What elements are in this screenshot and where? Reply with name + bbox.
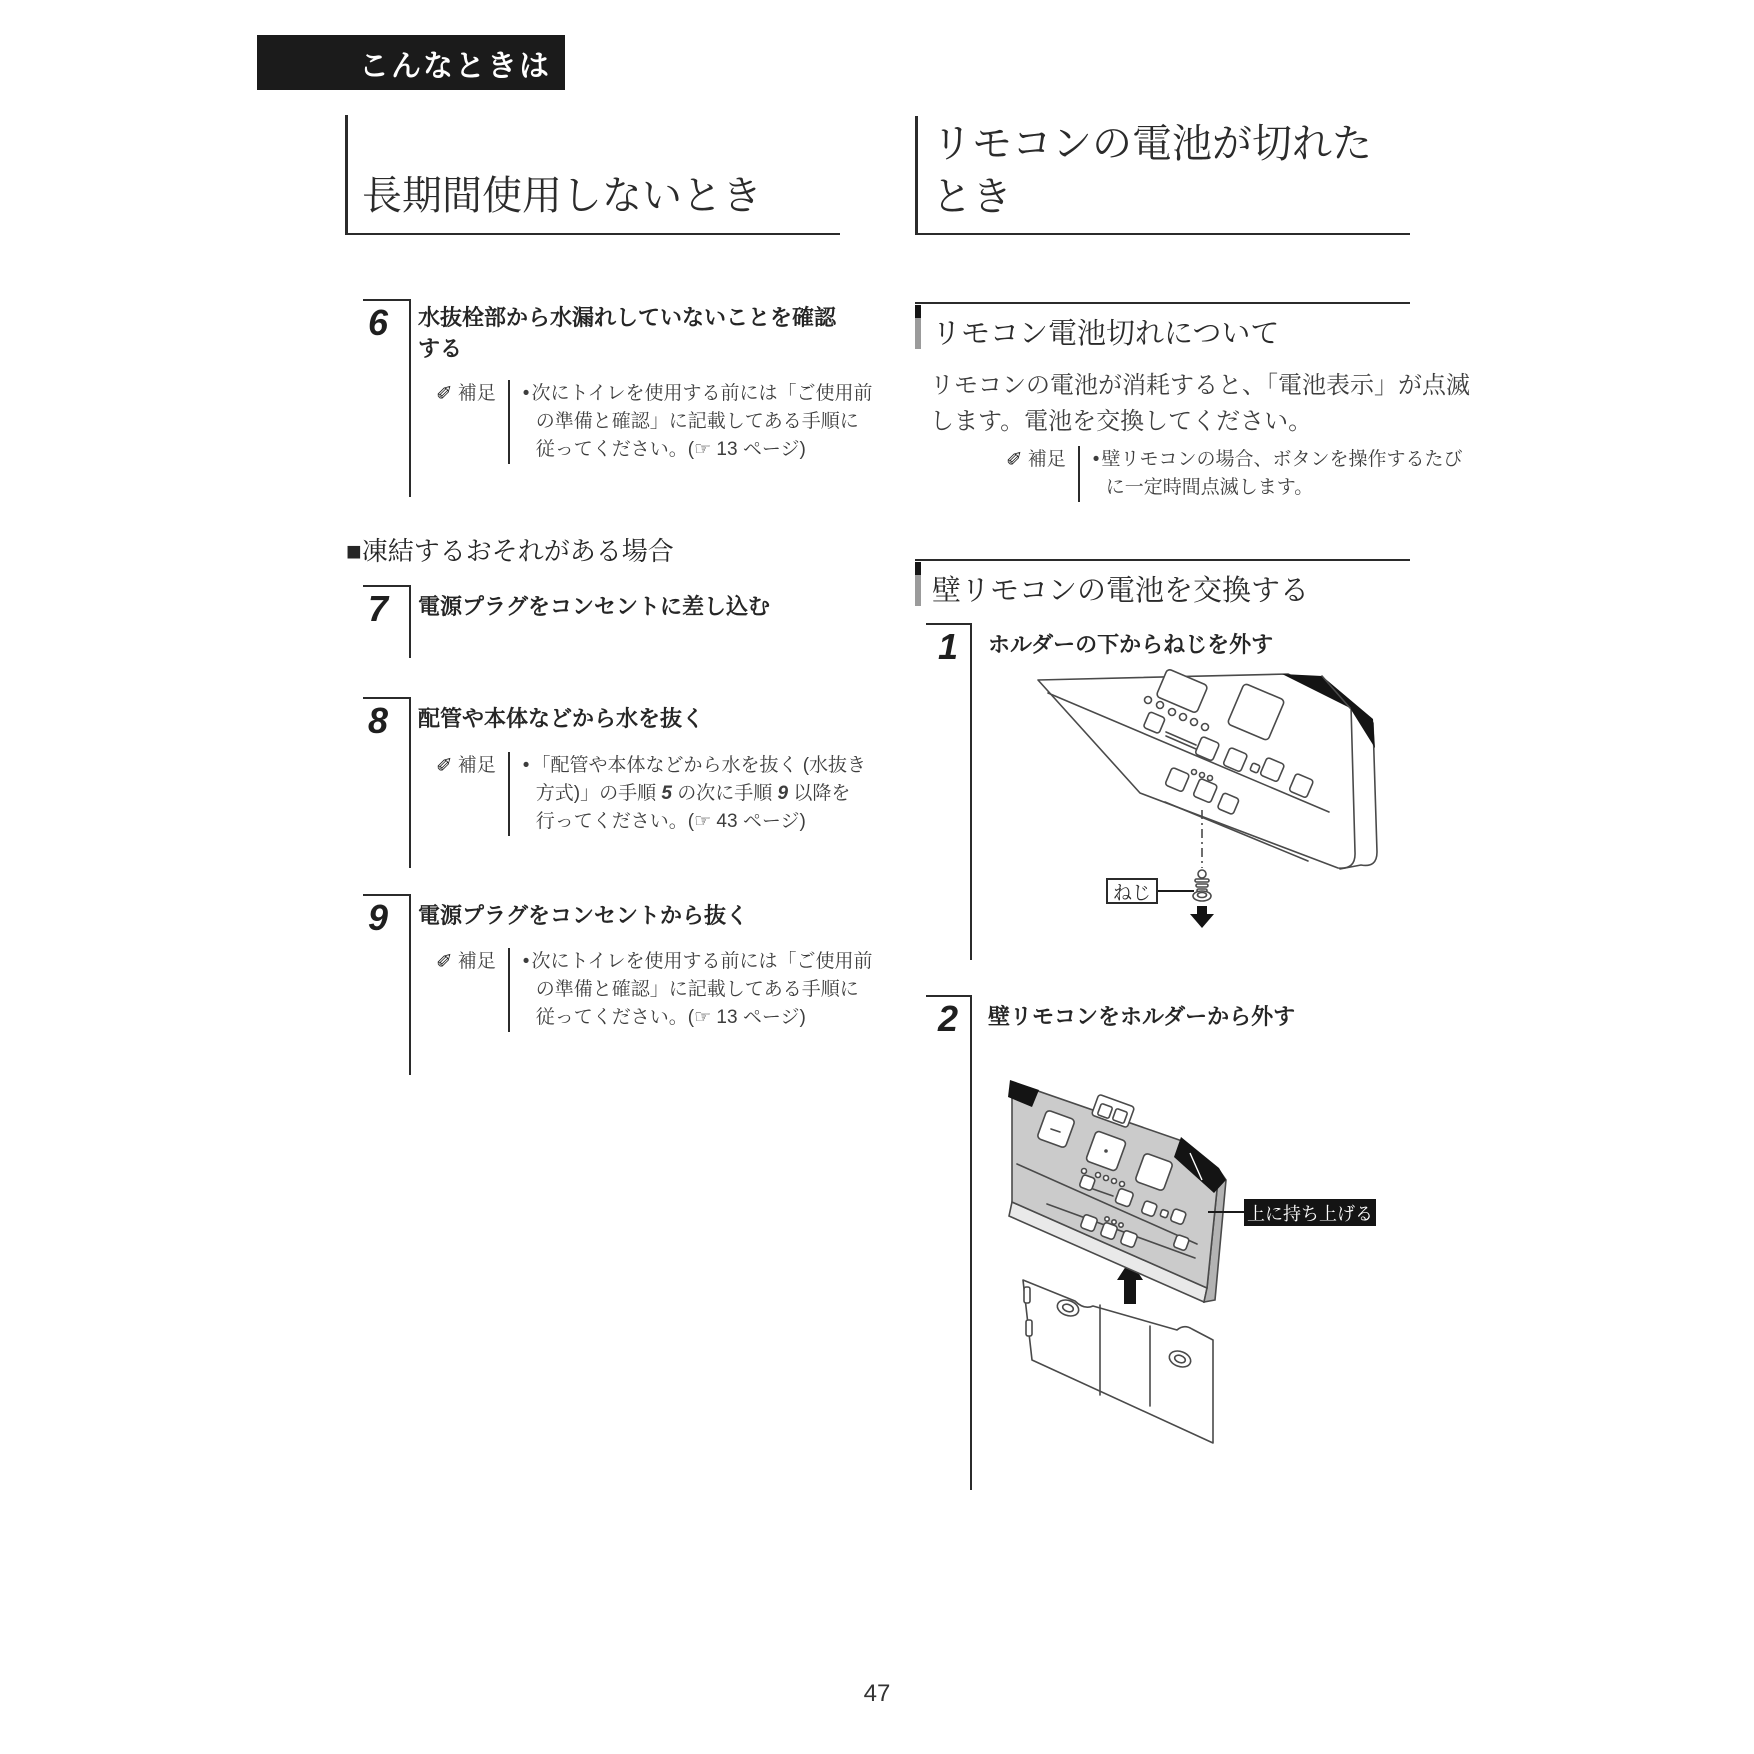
section1-topline: [915, 302, 1410, 304]
note-text: • 次にトイレを使用する前には「ご使用前 の準備と確認」に記載してある手順に 従ってください。(☞ 13 ページ): [522, 383, 873, 460]
note-label: 補足: [457, 755, 496, 776]
rstep1-rule: [970, 623, 972, 960]
step7-rule: [409, 585, 411, 658]
left-title-underline: [345, 233, 840, 235]
note-divider: [1078, 446, 1080, 502]
pencil-icon: ✐: [436, 951, 453, 973]
section2-bar: [915, 562, 921, 606]
pencil-icon: ✐: [436, 755, 453, 777]
rstep2-number: 2: [938, 998, 959, 1039]
step7-topline: [363, 585, 411, 587]
section-banner: [257, 35, 565, 90]
note-divider: [508, 752, 510, 836]
section1-bar: [915, 305, 921, 349]
step8-number: 8: [368, 700, 389, 741]
section2-topline: [915, 559, 1410, 561]
step9-topline: [363, 894, 411, 896]
step8-heading: 配管や本体などから水を抜く: [418, 706, 705, 731]
note-divider: [508, 948, 510, 1032]
section-banner-label: こんなときは: [359, 49, 551, 83]
step9-heading: 電源プラグをコンセントから抜く: [418, 903, 749, 928]
note-label: 補足: [457, 383, 496, 404]
remote-holder-illustration: [885, 1058, 1385, 1478]
right-page-title: リモコンの電池が切れた とき: [932, 122, 1372, 219]
step8-note: [436, 752, 866, 836]
pencil-icon: ✐: [436, 383, 453, 405]
section1-note: [1006, 446, 1462, 502]
page-number: 47: [863, 1680, 891, 1707]
note-text: • 壁リモコンの場合、ボタンを操作するたび に一定時間点滅します。: [1092, 449, 1463, 498]
pencil-icon: ✐: [1006, 449, 1023, 471]
step6-topline: [363, 299, 411, 301]
left-title-rule: [345, 115, 348, 233]
remote-black-corner: [1282, 674, 1375, 748]
remote-ridge-line: [1165, 802, 1308, 861]
step9-note: [436, 948, 873, 1032]
arrow-down-icon: [1190, 906, 1214, 928]
note-text: • 次にトイレを使用する前には「ご使用前 の準備と確認」に記載してある手順に 従ってください。(☞ 13 ページ): [522, 951, 873, 1028]
step6-rule: [409, 299, 411, 497]
screw-icon: [1193, 870, 1211, 901]
section1-heading: リモコン電池切れについて: [932, 318, 1280, 350]
note-label: 補足: [457, 951, 496, 972]
note-text: • 「配管や本体などから水を抜く (水抜き 方式)」の手順 5 の次に手順 9 以降を 行ってください。(☞ 43 ページ): [522, 755, 867, 832]
rstep1-heading: ホルダーの下からねじを外す: [988, 632, 1274, 657]
rstep2-heading: 壁リモコンをホルダーから外す: [988, 1004, 1296, 1029]
left-page-title: 長期間使用しないとき: [362, 174, 762, 218]
rstep2-topline: [926, 995, 972, 997]
step9-number: 9: [368, 897, 389, 938]
lift-callout-line: [1208, 1211, 1244, 1213]
step7-heading: 電源プラグをコンセントに差し込む: [418, 594, 771, 619]
lift-callout: 上に持ち上げる: [1244, 1199, 1376, 1226]
step7-number: 7: [368, 588, 389, 629]
holder-plate: [1023, 1280, 1213, 1443]
step6-note: [436, 380, 873, 464]
remote-screw-illustration: [1020, 662, 1420, 942]
wall-remote: [1008, 1080, 1226, 1302]
right-title-underline: [915, 233, 1410, 235]
section1-body: リモコンの電池が消耗すると、「電池表示」が点滅 します。電池を交換してください。: [930, 372, 1470, 435]
screw-callout-line: [1158, 890, 1194, 892]
right-title-rule: [915, 116, 918, 233]
rstep1-number: 1: [938, 626, 959, 667]
step8-topline: [363, 697, 411, 699]
screw-callout: ねじ: [1106, 878, 1158, 904]
rstep1-topline: [926, 623, 972, 625]
step6-number: 6: [368, 302, 389, 343]
remote-buttons: [1143, 669, 1314, 815]
step9-rule: [409, 894, 411, 1075]
freeze-subheading: ■凍結するおそれがある場合: [346, 536, 674, 566]
section2-heading: 壁リモコンの電池を交換する: [932, 575, 1310, 607]
step8-rule: [409, 697, 411, 868]
note-label: 補足: [1027, 449, 1066, 470]
step6-heading: 水抜栓部から水漏れしていないことを確認 する: [418, 305, 837, 361]
note-divider: [508, 380, 510, 464]
